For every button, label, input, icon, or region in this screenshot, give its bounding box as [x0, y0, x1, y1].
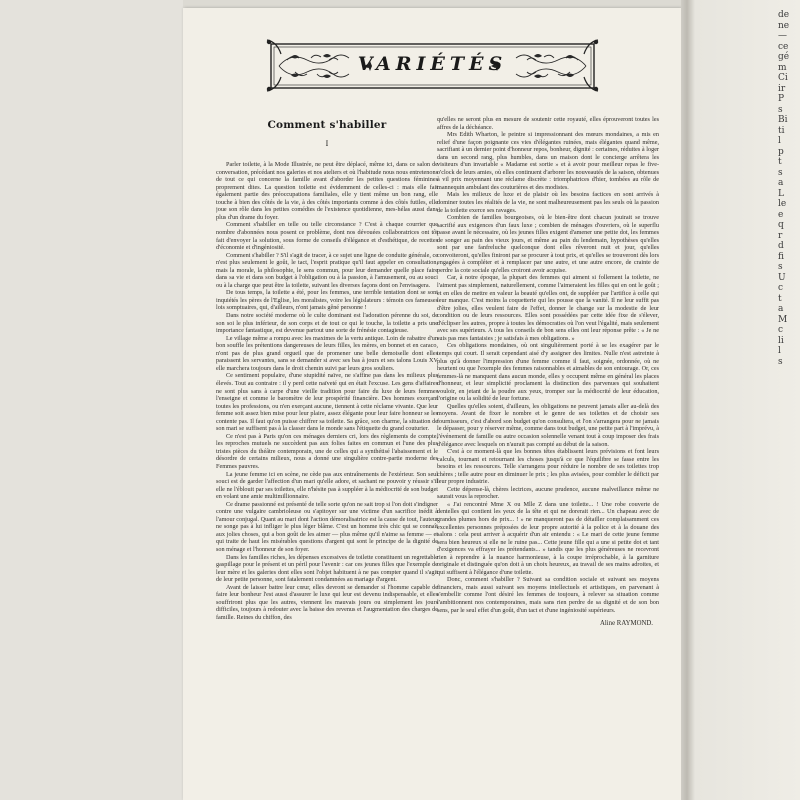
author-signature: Aline RAYMOND. [600, 620, 653, 628]
paragraph: Mais les milieux de luxe et de plaisir où les besoins factices en sont arrivés à dominer toutes les réalités de la vie, ne sont malheureusement pas les seuls où la passion de la toilette exerce ses ravages. [437, 191, 659, 214]
spine-fragment: P [778, 94, 785, 104]
spine-fragment: li [778, 335, 784, 346]
spine-fragment: a [778, 178, 784, 188]
spine-fragment: s [778, 167, 783, 178]
paragraph: Ce drame passionné est présenté de telle sorte qu'on ne sait trop si l'on doit s'indigner contre une vulgaire cambrioleuse ou s'apitoyer sur une victime d'un sacrifice inédit à l'amour conjugal. Quant au mari dont l'action démoralisatrice est la cause de tout, l'auteur ne songe pas à lui infliger le plus léger blâme. C'est un homme très chic qui se connaît aux jolies choses, qui a bon goût de les aimer — plus même qu'il n'aime sa femme — et qui traite de haut les misérables questions d'argent qui sont le principe de la dignité de son ménage et l'honneur de son foyer. [216, 500, 438, 553]
paragraph: Comment s'habiller en telle ou telle circonstance ? C'est à chaque courrier que nombre d'abonnées nous posent ce problème, dont nos dévouées collaboratrices ont tôt fait d'envoyer la solution, sous forme de conseils d'élégance et d'esthétique, de recettes d'économie et d'ingéniosité. [216, 221, 438, 252]
paragraph: C'est à ce moment-là que les bonnes têtes établissent leurs prévisions et font leurs calculs, tournant et retournant les choses jusqu'à ce que l'équilibre se fasse entre les besoins et les ressources. Telle s'arrangera pour réduire le nombre de ses toilettes trop chères ; telle autre pour en diminuer le prix ; les plus avisées, pour combler le déficit par leur propre industrie. [437, 448, 659, 486]
spine-fragment: m [778, 62, 787, 73]
paragraph: Quelles qu'elles soient, d'ailleurs, les obligations ne peuvent jamais aller au-delà des moyens. Avant de fixer le nombre et le genre de ses toilettes et de choisir ses fournisseurs, c'est d'abord son budget qu'on consultera, et l'on s'arrangera pour ne jamais le dépasser, pour y réserver même, comme dans tout budget, une petite part à l'imprévu, à l'événement de famille ou autre occasion solennelle venant tout à coup imposer des frais d'élégance avec lesquels on n'aurait pas compté au début de la saison. [437, 402, 659, 448]
spine-fragment: ne [778, 20, 790, 31]
adjacent-page-text [778, 10, 798, 790]
scanner-background [0, 0, 183, 800]
spine-fragment: l [778, 346, 781, 356]
paragraph: Ce sentiment populaire, d'une stupidité naïve, ne s'affine pas dans les milieux plus élevés. Tout au contraire : il y perd cette naïveté qui en était l'excuse. Les gens d'affaires ne sont plus sans à carpe d'une vieille tradition pour faire du luxe de leurs femmes l'enseigne et comme le baromètre de leur prospérité financière. Des hommes exerçant toutes les professions, ou n'en exerçant aucune, tiennent à cette réclame vivante. Que leur femme soit assez bien mise pour leur plaire, assez élégante pour leur faire honneur se les contente pas. Il faut qu'on puisse chiffrer sa toilette. Sa grâce, son charme, la situation de son mari se suffisent pas à la classer dans le monde sans l'étiquette du grand couturier. [216, 372, 438, 433]
paragraph: « J'ai rencontré Mme X ou Mlle Z dans une toilette... ! Une robe couverte de dentelles qui contient les yeux de la tête et qui ne dorerait rien... Un chapeau avec de grandes plumes hors de prix... ! » ne manqueront pas de détailler complaisamment ces excellentes personnes préposées de leur propre autorité à la police et à la douane des salons : cela peut arriver à acquérir d'un air entendu : « Le mari de cette jeune femme sera bien heureux si elle ne le ruine pas... Cette jeune fille qui a une si petite dot et tant d'exigences va effrayer les prétendants... » tandis que les plus généreuses ne recevront rien à reprendre à la nuance harmonieuse, à la coupe irréprochable, à la garniture originale et distinguée qu'on doit à un choix heureux, au travail de ses mains adroites, et qui suffisent à l'élégance d'une toilette. [437, 500, 659, 576]
left-column [216, 117, 438, 621]
section-banner [265, 38, 600, 93]
spine-fragment: L [778, 188, 784, 199]
paragraph: Mrs Edith Wharton, le peintre si impressionnant des mœurs mondaines, a mis en relief d'une façon poignante ces vies d'élégantes ruinées, mais élégantes quand même, sacrifiant à un dernier point d'honneur repos, bonheur, dignité : certaines, réduites à loger dans un second rang, plus humbles, dans un maison dont le concierge arrêtera les visiteurs d'un invariable « Madame est sortie » et à avoir pour meilleur repas le five-o'clock de leurs amies, où elles continuent d'arborer les nouveautés de la saison, obtenues à vil prix moyennant une réclame discrète : triomphatrices d'hier, tombées au rôle de mannequin ambulant des couturières et des modistes. [437, 131, 659, 191]
paragraph: qu'elles ne seront plus en mesure de soutenir cette royauté, elles éprouveront toutes les affres de la déchéance. [437, 116, 659, 131]
spine-fragment: le [778, 199, 787, 209]
spine-fragment: Ci [778, 73, 788, 83]
spine-fragment: l [778, 136, 781, 146]
spine-fragment: — [778, 31, 787, 41]
paragraph: Ces obligations mondaines, où ont singulièrement porté à se les exagérer par le temps qui court. Il serait cependant aisé d'y assigner des limites. Nulle n'est astreinte à plus qu'à donner l'impression d'une femme comme il faut, soignée, ordonnée, où ne heurtent ou que l'exemple des femmes raisonnables et aimables de son entourage. Or, ces femmes-là ne manquent dans aucun monde, elles y occupent même en général les places d'honneur, et leur simplicité proclament la distinction des parvenues qui souhaitent vouloir, en jetant de la poudre aux yeux, tromper sur la médiocrité de leur éducation, l'origine ou la solidité de leur fortune. [437, 342, 659, 403]
right-column [437, 116, 659, 628]
spine-fragment: U [778, 272, 786, 283]
spine-fragment: de [778, 10, 790, 20]
spine-fragment: c [778, 325, 784, 335]
spine-fragment: ti [778, 125, 785, 136]
spine-fragment: fi [778, 251, 785, 262]
paragraph: Avant de laisser battre leur cœur, elles devront se demander si l'homme capable de faire leur bonheur l'est aussi d'assurer le luxe qui leur est devenu indispensable, et elles souffriront plus que les autres, viennent les mauvais jours ou simplement les jours difficiles, toujours à redouter avec la baisse des revenus et l'augmentation des charges de famille. Reines du chiffon, des [216, 583, 438, 621]
spine-fragment: t [778, 157, 782, 167]
paragraph: Combien de familles bourgeoises, où le bien-être dont chacun jouirait se trouve sacrifié aux exigences d'un faux luxe ; combien de ménages d'ouvriers, où le superflu passe avant le nécessaire, où les jeunes filles exigent d'amener une petite dot, les femmes de songer au pain des vieux jours, et même au pain du lendemain, hypothèses qu'elles sont par une fanfreluche quelconque dont elles rêveront nuit et jour, qu'elles convoiteront, qu'elles finiront par se procurer à tout prix, et qu'elles se trouveront dès lors engagées à compléter et à remplacer par une autre, et une autre encore, de crainte de perdre la cote sociale qu'elles croiront avoir acquise. [437, 214, 659, 274]
paragraph: Cette dépense-là, chères lectrices, aucune prudence, aucune malveillance même ne saurait vous la reprocher. [437, 485, 659, 501]
magazine-page [183, 8, 681, 800]
paragraph: Donc, comment s'habiller ? Suivant sa condition sociale et suivant ses moyens financiers, mais aussi suivant ses moyens intellectuels et artistiques, en parvenant à s'embellir comme l'ont désiré les femmes de toujours, à relever sa situation comme l'ambitionnent nos contemporaines, mais sans rien perdre de sa dignité et de son bon sens, par le seul effet d'un goût, d'un tact et d'une ingéniosité supérieurs. [437, 576, 659, 614]
spine-fragment: ir [778, 83, 786, 94]
spine-fragment: Bi [778, 115, 788, 125]
spine-fragment: t [778, 293, 782, 304]
paragraph: Car, à notre époque, la plupart des femmes qui aiment si follement la toilette, ne l'aiment pas simplement, naturellement, comme l'aimeraient les filles qui en ont le goût ; et en elles de mettre en valeur la beauté qu'elles ont, de suppléer par l'artifice à celle qui leur manque. C'est moins la coquetterie qui les pousse que la vanité. Il ne leur suffit pas d'être jolies, elles veulent faire de l'effet, donner le change sur la modestie de leur condition ou de leurs ressources. Elles sont possédées par cette idée fixe de s'élever, d'éclipser les autres, propre à toutes les démocraties où l'on veut l'égalité, mais seulement avec ses supérieurs. A tous les conseils de bon sens elles ont leur réponse prête : « Je ne suis pas mes fantaisies ; je satisfais à mes obligations. » [437, 274, 659, 342]
spine-fragment: r [778, 230, 783, 241]
spine-fragment: p [778, 146, 784, 157]
paragraph: Parler toilette, à la Mode Illustrée, ne peut être déplacé, même ici, dans ce salon de conversation, précédant nos galeries et nos ateliers et où l'habitude nous nous entretenons de tout ce qui concerne la famille avant d'aborder les petites questions féminines proprement dites. La question toilette est évidemment de celles-ci : mais elle fait également partie des préoccupations familiales, elle y tient même un bon rang, elle touche à bien des côtés de la vie, à des côtés importants comme à des côtés futiles, elle joue son rôle dans les petites comédies de l'existence quotidienne, mes-hélas aussi dans plus d'un drame du foyer. [216, 161, 438, 221]
paragraph: La jeune femme ici en scène, ne cède pas aux entraînements de l'extérieur. Son seul souci est de garder l'affection d'un mari qu'elle adore, et sachant ne pouvoir y réussir s'il elle ne l'éblouit par ses toilettes, elle n'hésite pas à suppléer à la médiocrité de son budget en volant une amie multimillionnaire. [216, 470, 438, 501]
spine-fragment: s [778, 262, 783, 272]
section-number: I [325, 138, 329, 148]
spine-fragment: s [778, 104, 783, 115]
paragraph: Ce n'est pas à Paris qu'on ces ménages derniers cri, lors des règlements de compte, les reproches mutuels ne succèdent pas aux folies faites en commun et l'une des plus tristes pièces du théâtre contemporain, une de celles qui a synthétisé l'abaissement et le désordre de certains milieux, nous a donné une singulière contre-partie moderne des Femmes pauvres. [216, 432, 438, 470]
paragraph: Comment s'habiller ? S'il s'agit de tracer, à ce sujet une ligne de conduite générale, ce n'est plus seulement le goût, le tact, l'esprit pratique qu'il faut appeler en consultation, mais la morale, la philosophie, le sens commun, pour leur demander quelle place faire dans sa vie et dans son budget à l'obligation ou à la passion, à l'amusement, ou au souci ou à la charge que peut être la toilette, suivant les diverses façons dont on l'envisagera. [216, 251, 438, 289]
spine-fragment: a [778, 304, 784, 314]
spine-fragment: ce [778, 41, 789, 52]
paragraph: De tous temps, la toilette a été, pour les femmes, une terrible tentation dont se sont inquiétés les pères de l'Eglise, les moralistes, voire les législateurs : témoin ces fameuses lois somptuaires, qui, d'ailleurs, n'ont jamais gêné personne ! [216, 289, 438, 312]
section-title: VARIÉTÉS [357, 53, 508, 75]
spine-fragment: s [778, 356, 783, 367]
spine-fragment: M [778, 314, 788, 325]
paragraph: Dans les familles riches, les dépenses excessives de toilette constituent un regrettable gaspillage pour le présent et un péril pour l'avenir : car ces jeunes filles que l'exemple de leur mère et les galeries dont elles sont l'objet habituent à ne pas compter quand il s'agit de leur petite personne, sont fatalement condamnées au mariage d'argent. [216, 553, 438, 584]
spine-fragment: c [778, 283, 784, 293]
spine-fragment: e [778, 209, 784, 220]
spine-fragment: q [778, 220, 784, 230]
spine-fragment: d [778, 241, 784, 251]
spine-fragment: gé [778, 52, 790, 62]
paragraph: Le village même a rompu avec les maximes de la vertu antique. Loin de rabattre d'un bon souffle les prétentions dangereuses de leurs filles, les mères, en bonnet et en caraco, n'ont pas de plus grand orgueil que de promener une belle demoiselle dont elles paraissent les servantes, sans se demander si avec ses bas à jours et ses talons Louis XV elle marchera toujours dans le droit chemin suivi par leurs gros souliers. [216, 334, 438, 372]
article-title: Comment s'habiller [267, 119, 387, 131]
paragraph: Dans notre société moderne où le culte dominant est l'adoration pérenne du soi, de son soi le plus inférieur, de son corps et de tout ce qui le touche, la toilette a pris une importance fantastique, est devenue partout une sorte de frénésie contagieuse. [216, 312, 438, 335]
